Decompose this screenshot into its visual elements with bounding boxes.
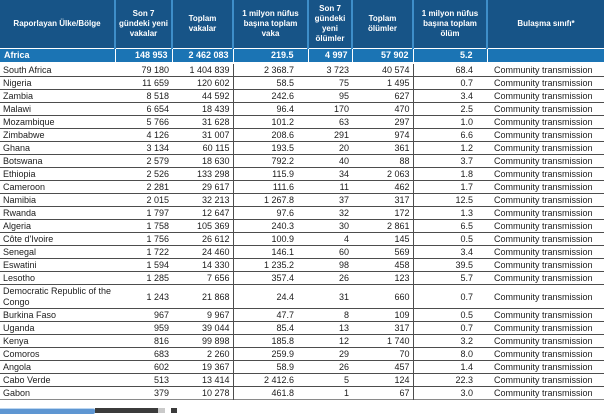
total-deaths-cell: 457 (352, 361, 413, 374)
region-cases-per-million-cell: 219.5 (233, 49, 308, 64)
table-row (0, 142, 604, 155)
deaths-per-million-cell: 1.4 (413, 361, 487, 374)
new-deaths-cell: 3 723 (308, 63, 352, 77)
total-cases-cell: 31 007 (172, 129, 233, 142)
deaths-per-million-cell: 68.4 (413, 63, 487, 77)
classification-cell: Community transmission (487, 181, 604, 194)
total-deaths-cell: 462 (352, 181, 413, 194)
total-deaths-cell: 70 (352, 348, 413, 361)
region-classification-cell (487, 49, 604, 64)
deaths-per-million-cell: 1.3 (413, 207, 487, 220)
total-deaths-cell: 109 (352, 309, 413, 322)
country-cell: Botswana (0, 155, 115, 168)
deaths-per-million-cell: 3.4 (413, 90, 487, 103)
country-cell: Algeria (0, 220, 115, 233)
table-row (0, 309, 604, 322)
country-cell: Ethiopia (0, 168, 115, 181)
new-cases-cell: 1 243 (115, 285, 172, 309)
deaths-per-million-cell: 3.4 (413, 246, 487, 259)
new-deaths-cell: 29 (308, 348, 352, 361)
new-cases-cell: 2 281 (115, 181, 172, 194)
table-row (0, 335, 604, 348)
country-cell: Uganda (0, 322, 115, 335)
scrollbar-gray-segment (158, 408, 165, 413)
country-cell: Kenya (0, 335, 115, 348)
region-deaths-per-million-cell: 5.2 (413, 49, 487, 64)
region-new-deaths-cell: 4 997 (308, 49, 352, 64)
header-row (0, 0, 604, 49)
classification-cell: Community transmission (487, 259, 604, 272)
country-cell: Eswatini (0, 259, 115, 272)
col-header-total-deaths: Toplam ölümler (352, 0, 413, 49)
scrollbar-dark-segment (95, 408, 158, 413)
new-deaths-cell: 30 (308, 220, 352, 233)
table-row (0, 387, 604, 400)
new-cases-cell: 683 (115, 348, 172, 361)
table-body (0, 63, 604, 400)
table-row (0, 194, 604, 207)
table-row (0, 181, 604, 194)
total-cases-cell: 10 278 (172, 387, 233, 400)
total-cases-cell: 9 967 (172, 309, 233, 322)
country-cell: Cabo Verde (0, 374, 115, 387)
cases-per-million-cell: 97.6 (233, 207, 308, 220)
country-cell: Lesotho (0, 272, 115, 285)
deaths-per-million-cell: 2.5 (413, 103, 487, 116)
new-deaths-cell: 8 (308, 309, 352, 322)
deaths-per-million-cell: 12.5 (413, 194, 487, 207)
table-row (0, 207, 604, 220)
classification-cell: Community transmission (487, 63, 604, 77)
total-cases-cell: 18 439 (172, 103, 233, 116)
cases-per-million-cell: 240.3 (233, 220, 308, 233)
classification-cell: Community transmission (487, 220, 604, 233)
new-cases-cell: 5 766 (115, 116, 172, 129)
new-deaths-cell: 95 (308, 90, 352, 103)
total-deaths-cell: 2 063 (352, 168, 413, 181)
country-cell: Angola (0, 361, 115, 374)
new-deaths-cell: 1 (308, 387, 352, 400)
country-cell: Nigeria (0, 77, 115, 90)
new-cases-cell: 6 654 (115, 103, 172, 116)
cases-per-million-cell: 58.9 (233, 361, 308, 374)
table-row (0, 116, 604, 129)
new-cases-cell: 379 (115, 387, 172, 400)
total-cases-cell: 7 656 (172, 272, 233, 285)
classification-cell: Community transmission (487, 361, 604, 374)
col-header-new-cases: Son 7 gündeki yeni vakalar (115, 0, 172, 49)
deaths-per-million-cell: 3.0 (413, 387, 487, 400)
country-cell: Côte d'Ivoire (0, 233, 115, 246)
country-cell: Mozambique (0, 116, 115, 129)
deaths-per-million-cell: 1.7 (413, 181, 487, 194)
table-row (0, 77, 604, 90)
col-header-cases-per-million: 1 milyon nüfus başına toplam vaka (233, 0, 308, 49)
classification-cell: Community transmission (487, 322, 604, 335)
col-header-transmission-class: Bulaşma sınıfı* (487, 0, 604, 49)
new-deaths-cell: 13 (308, 322, 352, 335)
table-row (0, 272, 604, 285)
table-row (0, 233, 604, 246)
deaths-per-million-cell: 0.7 (413, 77, 487, 90)
new-deaths-cell: 75 (308, 77, 352, 90)
cases-per-million-cell: 461.8 (233, 387, 308, 400)
deaths-per-million-cell: 8.0 (413, 348, 487, 361)
new-deaths-cell: 170 (308, 103, 352, 116)
table-row (0, 285, 604, 309)
total-cases-cell: 60 115 (172, 142, 233, 155)
country-cell: Rwanda (0, 207, 115, 220)
total-deaths-cell: 145 (352, 233, 413, 246)
total-cases-cell: 13 414 (172, 374, 233, 387)
total-cases-cell: 99 898 (172, 335, 233, 348)
classification-cell: Community transmission (487, 77, 604, 90)
region-name-cell: Africa (0, 49, 115, 64)
classification-cell: Community transmission (487, 90, 604, 103)
scrollbar-tick (171, 408, 177, 413)
total-deaths-cell: 569 (352, 246, 413, 259)
new-deaths-cell: 32 (308, 207, 352, 220)
new-cases-cell: 2 526 (115, 168, 172, 181)
country-cell: Gabon (0, 387, 115, 400)
country-cell: Zambia (0, 90, 115, 103)
classification-cell: Community transmission (487, 194, 604, 207)
deaths-per-million-cell: 3.2 (413, 335, 487, 348)
total-cases-cell: 21 868 (172, 285, 233, 309)
new-cases-cell: 513 (115, 374, 172, 387)
new-cases-cell: 602 (115, 361, 172, 374)
new-deaths-cell: 34 (308, 168, 352, 181)
new-cases-cell: 11 659 (115, 77, 172, 90)
total-cases-cell: 105 369 (172, 220, 233, 233)
new-cases-cell: 1 285 (115, 272, 172, 285)
table-row (0, 90, 604, 103)
cases-per-million-cell: 58.5 (233, 77, 308, 90)
classification-cell: Community transmission (487, 116, 604, 129)
country-cell: Namibia (0, 194, 115, 207)
country-cell: Senegal (0, 246, 115, 259)
cases-per-million-cell: 111.6 (233, 181, 308, 194)
total-deaths-cell: 1 495 (352, 77, 413, 90)
table-row (0, 322, 604, 335)
total-cases-cell: 44 592 (172, 90, 233, 103)
cases-per-million-cell: 24.4 (233, 285, 308, 309)
deaths-per-million-cell: 1.0 (413, 116, 487, 129)
classification-cell: Community transmission (487, 129, 604, 142)
classification-cell: Community transmission (487, 374, 604, 387)
cases-per-million-cell: 85.4 (233, 322, 308, 335)
new-deaths-cell: 98 (308, 259, 352, 272)
total-deaths-cell: 67 (352, 387, 413, 400)
new-cases-cell: 1 594 (115, 259, 172, 272)
col-header-total-cases: Toplam vakalar (172, 0, 233, 49)
total-cases-cell: 133 298 (172, 168, 233, 181)
table-row (0, 155, 604, 168)
total-deaths-cell: 123 (352, 272, 413, 285)
total-cases-cell: 26 612 (172, 233, 233, 246)
cases-per-million-cell: 96.4 (233, 103, 308, 116)
total-deaths-cell: 361 (352, 142, 413, 155)
classification-cell: Community transmission (487, 207, 604, 220)
cases-per-million-cell: 2 368.7 (233, 63, 308, 77)
total-deaths-cell: 88 (352, 155, 413, 168)
bottom-scrollbar (0, 407, 604, 414)
deaths-per-million-cell: 1.8 (413, 168, 487, 181)
deaths-per-million-cell: 0.5 (413, 309, 487, 322)
new-deaths-cell: 60 (308, 246, 352, 259)
deaths-per-million-cell: 22.3 (413, 374, 487, 387)
new-cases-cell: 2 015 (115, 194, 172, 207)
total-deaths-cell: 1 740 (352, 335, 413, 348)
region-total-row (0, 49, 604, 64)
cases-per-million-cell: 2 412.6 (233, 374, 308, 387)
new-deaths-cell: 5 (308, 374, 352, 387)
classification-cell: Community transmission (487, 155, 604, 168)
col-header-country: Raporlayan Ülke/Bölge (0, 0, 115, 49)
total-deaths-cell: 317 (352, 194, 413, 207)
classification-cell: Community transmission (487, 103, 604, 116)
deaths-per-million-cell: 3.7 (413, 155, 487, 168)
classification-cell: Community transmission (487, 168, 604, 181)
deaths-per-million-cell: 5.7 (413, 272, 487, 285)
table-row (0, 103, 604, 116)
new-deaths-cell: 63 (308, 116, 352, 129)
new-cases-cell: 1 797 (115, 207, 172, 220)
total-cases-cell: 29 617 (172, 181, 233, 194)
table-row (0, 63, 604, 77)
new-cases-cell: 79 180 (115, 63, 172, 77)
deaths-per-million-cell: 0.7 (413, 285, 487, 309)
classification-cell: Community transmission (487, 233, 604, 246)
classification-cell: Community transmission (487, 335, 604, 348)
total-cases-cell: 32 213 (172, 194, 233, 207)
table-row (0, 361, 604, 374)
country-cell: Malawi (0, 103, 115, 116)
country-cell: Ghana (0, 142, 115, 155)
cases-per-million-cell: 193.5 (233, 142, 308, 155)
region-total-cases-cell: 2 462 083 (172, 49, 233, 64)
classification-cell: Community transmission (487, 272, 604, 285)
new-deaths-cell: 291 (308, 129, 352, 142)
country-cell: Democratic Republic of the Congo (0, 285, 115, 309)
country-cell: Zimbabwe (0, 129, 115, 142)
new-deaths-cell: 37 (308, 194, 352, 207)
cases-per-million-cell: 242.6 (233, 90, 308, 103)
new-deaths-cell: 31 (308, 285, 352, 309)
new-cases-cell: 8 518 (115, 90, 172, 103)
total-cases-cell: 24 460 (172, 246, 233, 259)
total-cases-cell: 2 260 (172, 348, 233, 361)
new-cases-cell: 967 (115, 309, 172, 322)
cases-per-million-cell: 146.1 (233, 246, 308, 259)
table-header (0, 0, 604, 49)
classification-cell: Community transmission (487, 348, 604, 361)
total-deaths-cell: 40 574 (352, 63, 413, 77)
total-deaths-cell: 172 (352, 207, 413, 220)
table-row (0, 220, 604, 233)
new-deaths-cell: 26 (308, 361, 352, 374)
total-cases-cell: 1 404 839 (172, 63, 233, 77)
new-cases-cell: 2 579 (115, 155, 172, 168)
classification-cell: Community transmission (487, 387, 604, 400)
country-cell: South Africa (0, 63, 115, 77)
classification-cell: Community transmission (487, 309, 604, 322)
total-cases-cell: 19 367 (172, 361, 233, 374)
deaths-per-million-cell: 1.2 (413, 142, 487, 155)
total-deaths-cell: 458 (352, 259, 413, 272)
new-cases-cell: 3 134 (115, 142, 172, 155)
region-total-deaths-cell: 57 902 (352, 49, 413, 64)
table-row (0, 348, 604, 361)
table-row (0, 259, 604, 272)
table-row (0, 168, 604, 181)
deaths-per-million-cell: 39.5 (413, 259, 487, 272)
cases-per-million-cell: 259.9 (233, 348, 308, 361)
new-deaths-cell: 11 (308, 181, 352, 194)
table-row (0, 374, 604, 387)
new-cases-cell: 816 (115, 335, 172, 348)
new-cases-cell: 1 758 (115, 220, 172, 233)
total-deaths-cell: 974 (352, 129, 413, 142)
total-deaths-cell: 660 (352, 285, 413, 309)
table-row (0, 129, 604, 142)
new-deaths-cell: 12 (308, 335, 352, 348)
col-header-new-deaths: Son 7 gündeki yeni ölümler (308, 0, 352, 49)
new-cases-cell: 959 (115, 322, 172, 335)
country-cell: Cameroon (0, 181, 115, 194)
cases-per-million-cell: 357.4 (233, 272, 308, 285)
total-deaths-cell: 124 (352, 374, 413, 387)
cases-per-million-cell: 185.8 (233, 335, 308, 348)
table-row (0, 246, 604, 259)
classification-cell: Community transmission (487, 246, 604, 259)
total-cases-cell: 12 647 (172, 207, 233, 220)
cases-per-million-cell: 1 267.8 (233, 194, 308, 207)
new-cases-cell: 1 756 (115, 233, 172, 246)
new-cases-cell: 4 126 (115, 129, 172, 142)
cases-per-million-cell: 100.9 (233, 233, 308, 246)
total-cases-cell: 18 630 (172, 155, 233, 168)
total-cases-cell: 14 330 (172, 259, 233, 272)
classification-cell: Community transmission (487, 285, 604, 309)
country-cell: Burkina Faso (0, 309, 115, 322)
total-deaths-cell: 2 861 (352, 220, 413, 233)
total-cases-cell: 120 602 (172, 77, 233, 90)
new-deaths-cell: 4 (308, 233, 352, 246)
deaths-per-million-cell: 6.6 (413, 129, 487, 142)
total-cases-cell: 31 628 (172, 116, 233, 129)
region-new-cases-cell: 148 953 (115, 49, 172, 64)
deaths-per-million-cell: 6.5 (413, 220, 487, 233)
region-total-body (0, 49, 604, 64)
deaths-per-million-cell: 0.5 (413, 233, 487, 246)
new-deaths-cell: 40 (308, 155, 352, 168)
total-deaths-cell: 627 (352, 90, 413, 103)
total-deaths-cell: 470 (352, 103, 413, 116)
cases-per-million-cell: 208.6 (233, 129, 308, 142)
cases-per-million-cell: 1 235.2 (233, 259, 308, 272)
new-cases-cell: 1 722 (115, 246, 172, 259)
scrollbar-thumb[interactable] (0, 408, 95, 414)
total-deaths-cell: 297 (352, 116, 413, 129)
col-header-deaths-per-million: 1 milyon nüfus başına toplam ölüm (413, 0, 487, 49)
cases-per-million-cell: 47.7 (233, 309, 308, 322)
cases-per-million-cell: 792.2 (233, 155, 308, 168)
new-deaths-cell: 26 (308, 272, 352, 285)
deaths-per-million-cell: 0.7 (413, 322, 487, 335)
new-deaths-cell: 20 (308, 142, 352, 155)
cases-per-million-cell: 101.2 (233, 116, 308, 129)
cases-per-million-cell: 115.9 (233, 168, 308, 181)
total-deaths-cell: 317 (352, 322, 413, 335)
classification-cell: Community transmission (487, 142, 604, 155)
total-cases-cell: 39 044 (172, 322, 233, 335)
country-cell: Comoros (0, 348, 115, 361)
